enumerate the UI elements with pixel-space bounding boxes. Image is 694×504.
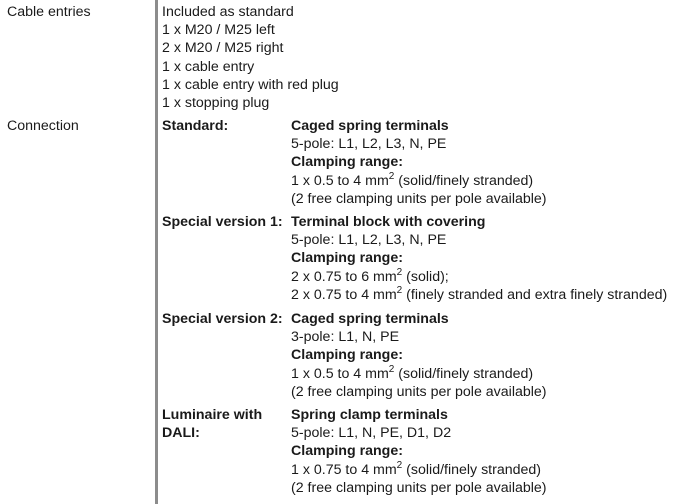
dali-clamping-label: Clamping range:: [291, 443, 403, 460]
standard-poles: 5-pole: L1, L2, L3, N, PE: [291, 136, 447, 153]
cable-entry-line: 1 x cable entry with red plug: [162, 76, 339, 93]
cable-entries-list: [162, 3, 339, 112]
cable-entry-line: 1 x M20 / M25 left: [162, 22, 275, 39]
special-1-clamping-range-solid: 2 x 0.75 to 6 $mm^2$ (solid);: [291, 266, 449, 285]
special-2-key: Special version 2:: [162, 311, 283, 327]
standard-key: Standard:: [162, 118, 229, 134]
special-2-clamping-range: 1 x 0.5 to 4 $mm^2$ (solid/finely stranded): [291, 363, 534, 382]
standard-clamping-range: 1 x 0.5 to 4 $mm^2$ (solid/finely stranded): [291, 170, 534, 189]
special-1-clamping-range-stranded: 2 x 0.75 to 4 $mm^2$ (finely stranded and extra finely stranded): [291, 284, 668, 303]
column-divider: [155, 0, 158, 504]
special-2-clamping-label: Clamping range:: [291, 347, 403, 364]
cable-entry-line: 2 x M20 / M25 right: [162, 40, 284, 57]
dali-note: (2 free clamping units per pole available): [291, 479, 547, 496]
standard-note: (2 free clamping units per pole available): [291, 190, 547, 207]
dali-clamping-range: 1 x 0.75 to 4 $mm^2$ (solid/finely stranded): [291, 459, 542, 478]
cable-entry-line: Included as standard: [162, 4, 294, 20]
special-1-key: Special version 1:: [162, 214, 283, 230]
special-2-poles: 3-pole: L1, N, PE: [291, 329, 400, 346]
standard-details: [291, 117, 547, 208]
special-1-details: [291, 213, 667, 304]
cable-entry-line: 1 x stopping plug: [162, 94, 270, 111]
cable-entries-label: Cable entries: [7, 4, 91, 20]
standard-clamping-label: Clamping range:: [291, 154, 403, 171]
dali-key: Luminaire with DALI:: [162, 407, 263, 442]
cable-entry-line: 1 x cable entry: [162, 58, 255, 75]
connection-label: Connection: [7, 118, 79, 134]
dali-title: Spring clamp terminals: [291, 407, 448, 423]
dali-details: [291, 406, 547, 497]
standard-title: Caged spring terminals: [291, 118, 449, 134]
dali-poles: 5-pole: L1, N, PE, D1, D2: [291, 425, 452, 442]
special-1-title: Terminal block with covering: [291, 214, 486, 230]
special-2-title: Caged spring terminals: [291, 311, 449, 327]
special-2-note: (2 free clamping units per pole available): [291, 383, 547, 400]
special-2-details: [291, 310, 547, 401]
special-1-poles: 5-pole: L1, L2, L3, N, PE: [291, 232, 447, 249]
special-1-clamping-label: Clamping range:: [291, 250, 403, 267]
